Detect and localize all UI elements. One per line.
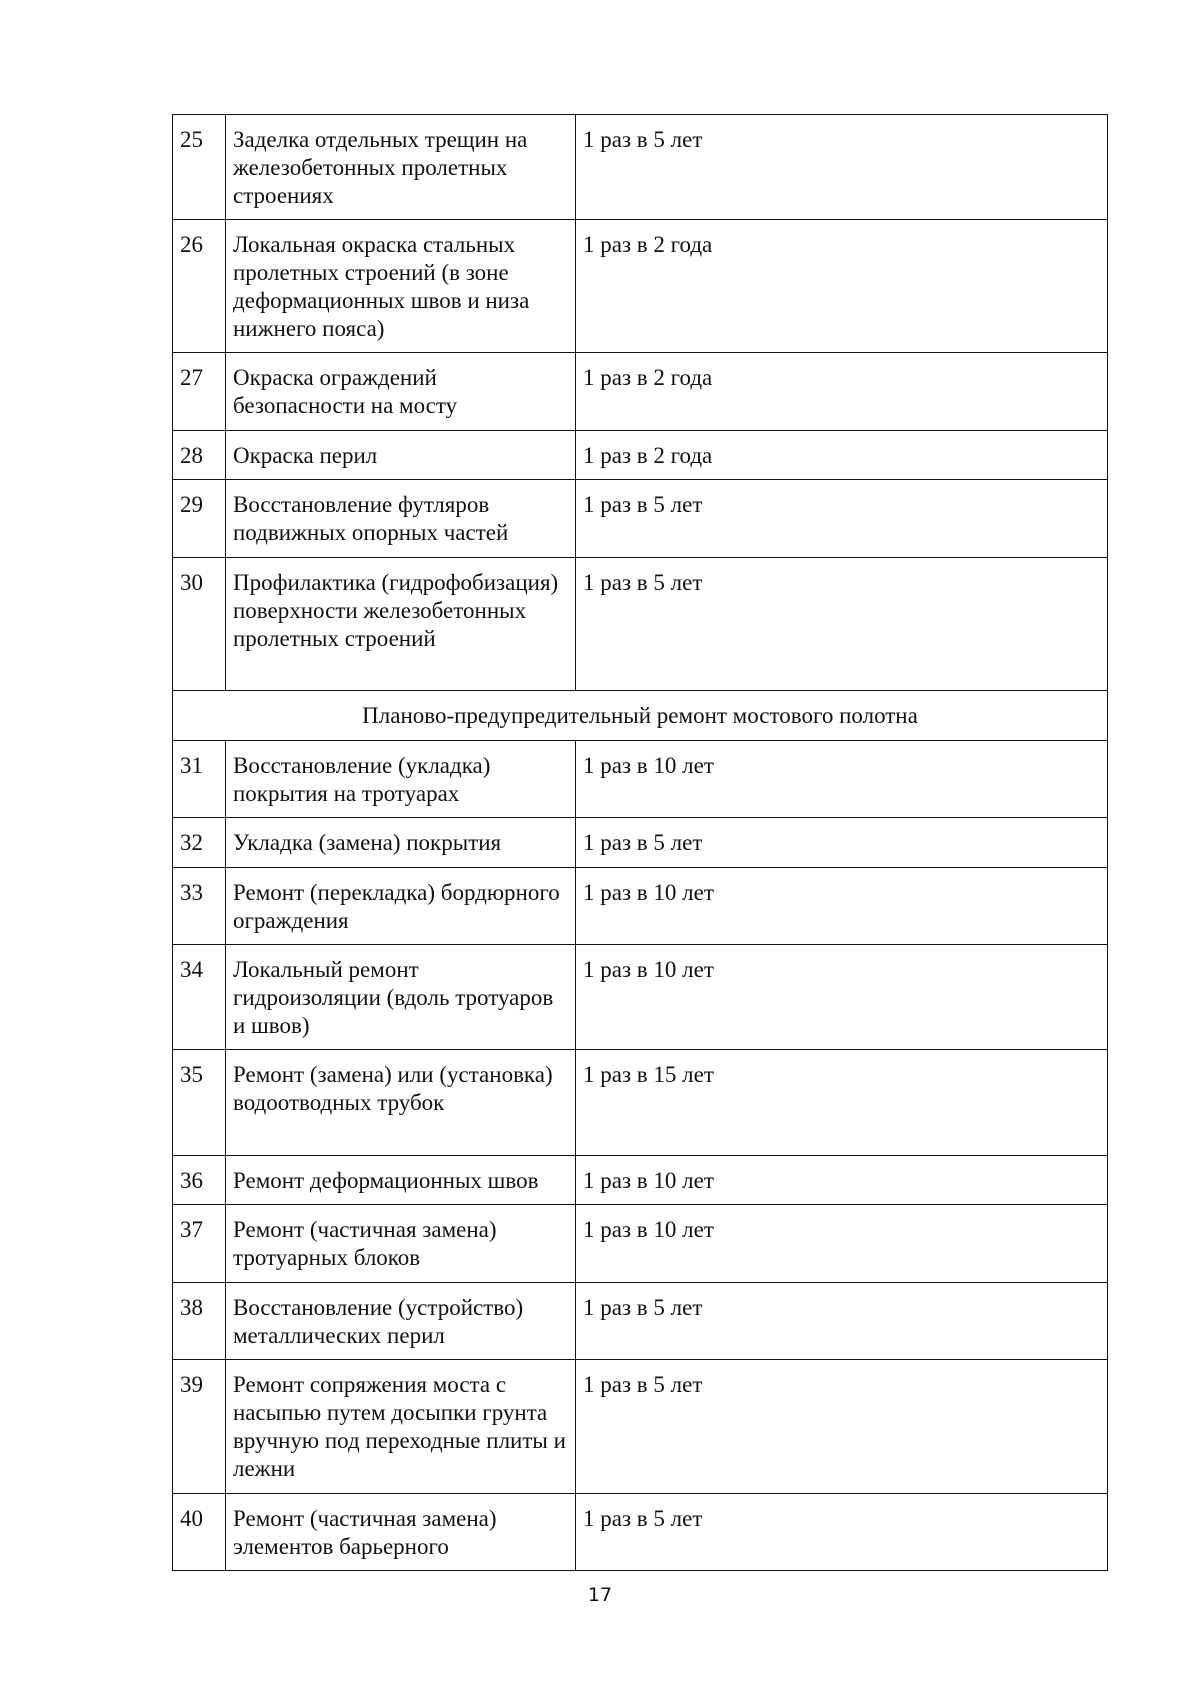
table-row bbox=[173, 741, 1108, 818]
row-number: 32 bbox=[173, 818, 226, 868]
row-number: 34 bbox=[173, 945, 226, 1050]
work-frequency: 1 раз в 2 года bbox=[576, 431, 1108, 480]
work-description: Профилактика (гидрофобизация) поверхности железобетонных пролетных строений bbox=[226, 558, 576, 691]
work-frequency: 1 раз в 2 года bbox=[576, 220, 1108, 353]
work-description: Восстановление футляров подвижных опорных частей bbox=[226, 480, 576, 558]
work-description: Заделка отдельных трещин на железобетонных пролетных строениях bbox=[226, 115, 576, 220]
table-row bbox=[173, 480, 1108, 558]
page-number: 17 bbox=[587, 1584, 613, 1606]
work-frequency: 1 раз в 2 года bbox=[576, 353, 1108, 431]
work-frequency: 1 раз в 5 лет bbox=[576, 115, 1108, 220]
work-description: Окраска перил bbox=[226, 431, 576, 480]
work-frequency: 1 раз в 5 лет bbox=[576, 818, 1108, 868]
work-frequency: 1 раз в 10 лет bbox=[576, 945, 1108, 1050]
work-description: Ремонт деформационных швов bbox=[226, 1156, 576, 1205]
work-frequency: 1 раз в 5 лет bbox=[576, 1494, 1108, 1571]
work-description: Локальный ремонт гидроизоляции (вдоль тротуаров и швов) bbox=[226, 945, 576, 1050]
work-description: Укладка (замена) покрытия bbox=[226, 818, 576, 868]
row-number: 38 bbox=[173, 1283, 226, 1360]
work-frequency: 1 раз в 10 лет bbox=[576, 1205, 1108, 1283]
row-number: 31 bbox=[173, 741, 226, 818]
work-description: Ремонт сопряжения моста с насыпью путем досыпки грунта вручную под переходные плиты и лежни bbox=[226, 1360, 576, 1494]
table-row bbox=[173, 1494, 1108, 1571]
work-description: Ремонт (частичная замена) тротуарных блоков bbox=[226, 1205, 576, 1283]
work-description: Ремонт (перекладка) бордюрного ограждения bbox=[226, 868, 576, 945]
row-number: 36 bbox=[173, 1156, 226, 1205]
work-description: Ремонт (замена) или (установка) водоотводных трубок bbox=[226, 1050, 576, 1156]
row-number: 26 bbox=[173, 220, 226, 353]
table-row bbox=[173, 431, 1108, 480]
section-title: Планово-предупредительный ремонт мостового полотна bbox=[173, 691, 1108, 741]
row-number: 27 bbox=[173, 353, 226, 431]
work-frequency: 1 раз в 5 лет bbox=[576, 558, 1108, 691]
row-number: 40 bbox=[173, 1494, 226, 1571]
row-number: 33 bbox=[173, 868, 226, 945]
section-row bbox=[173, 691, 1108, 741]
row-number: 37 bbox=[173, 1205, 226, 1283]
table-row bbox=[173, 558, 1108, 691]
table-row bbox=[173, 220, 1108, 353]
row-number: 35 bbox=[173, 1050, 226, 1156]
table-row bbox=[173, 945, 1108, 1050]
work-frequency: 1 раз в 5 лет bbox=[576, 480, 1108, 558]
work-frequency: 1 раз в 5 лет bbox=[576, 1283, 1108, 1360]
work-description: Восстановление (укладка) покрытия на тротуарах bbox=[226, 741, 576, 818]
maintenance-table bbox=[172, 114, 1108, 1571]
work-frequency: 1 раз в 10 лет bbox=[576, 1156, 1108, 1205]
table-row bbox=[173, 1050, 1108, 1156]
row-number: 39 bbox=[173, 1360, 226, 1494]
work-frequency: 1 раз в 5 лет bbox=[576, 1360, 1108, 1494]
work-frequency: 1 раз в 10 лет bbox=[576, 868, 1108, 945]
row-number: 30 bbox=[173, 558, 226, 691]
row-number: 25 bbox=[173, 115, 226, 220]
work-description: Восстановление (устройство) металлических перил bbox=[226, 1283, 576, 1360]
table-row bbox=[173, 818, 1108, 868]
table-row bbox=[173, 868, 1108, 945]
work-description: Ремонт (частичная замена) элементов барьерного bbox=[226, 1494, 576, 1571]
work-frequency: 1 раз в 15 лет bbox=[576, 1050, 1108, 1156]
table-row bbox=[173, 1360, 1108, 1494]
table-row bbox=[173, 1283, 1108, 1360]
work-frequency: 1 раз в 10 лет bbox=[576, 741, 1108, 818]
table-row bbox=[173, 353, 1108, 431]
work-description: Окраска ограждений безопасности на мосту bbox=[226, 353, 576, 431]
work-description: Локальная окраска стальных пролетных строений (в зоне деформационных швов и низа нижнего пояса) bbox=[226, 220, 576, 353]
table-row bbox=[173, 1156, 1108, 1205]
row-number: 29 bbox=[173, 480, 226, 558]
table-row bbox=[173, 115, 1108, 220]
table-row bbox=[173, 1205, 1108, 1283]
row-number: 28 bbox=[173, 431, 226, 480]
